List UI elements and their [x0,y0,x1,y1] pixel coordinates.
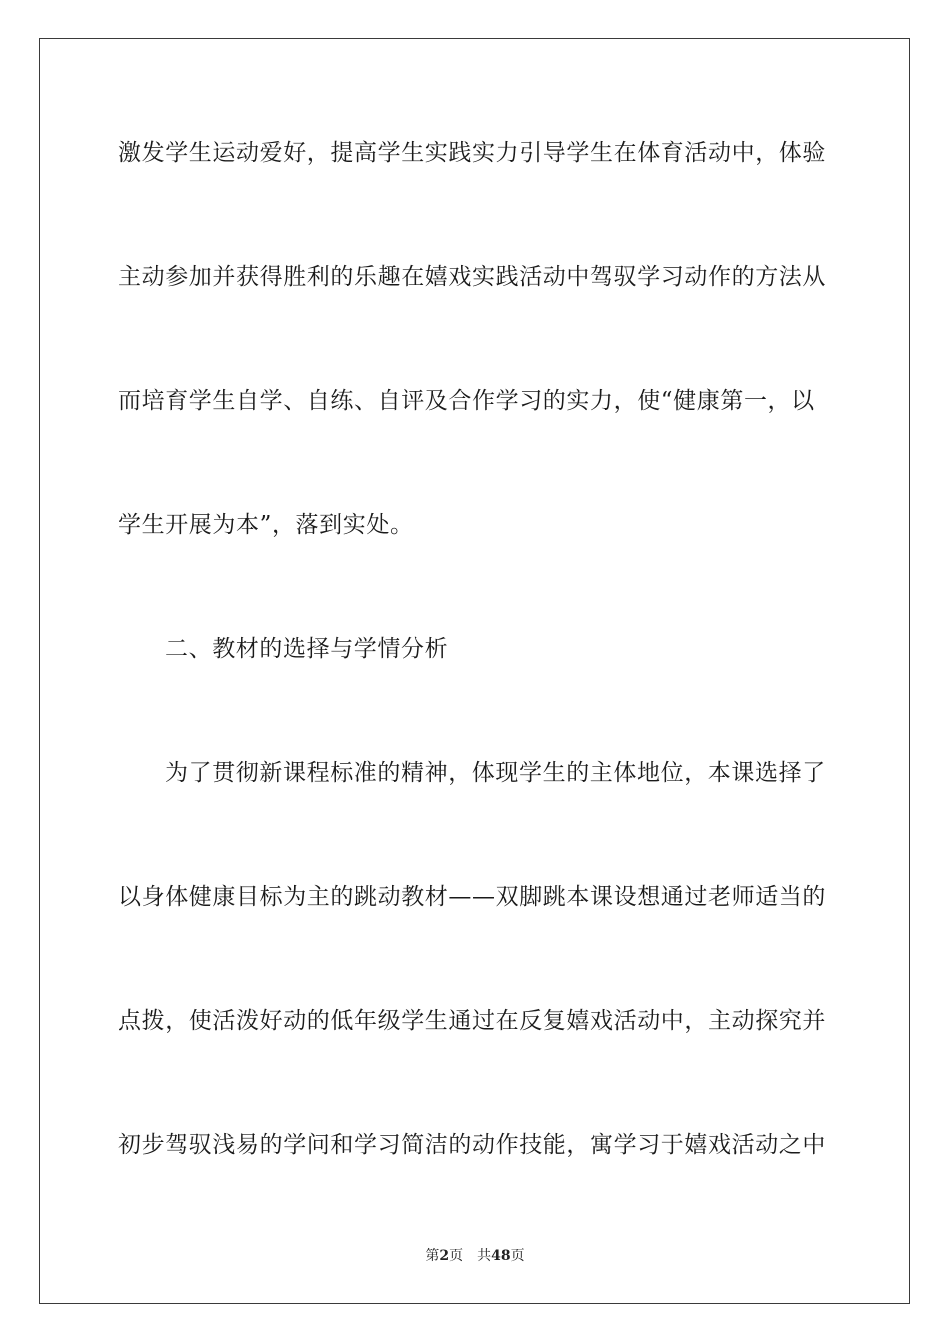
paragraph-line: 初步驾驭浅易的学问和学习简洁的动作技能，寓学习于嬉戏活动之中 [118,1132,826,1158]
paragraph-line: 点拨，使活泼好动的低年级学生通过在反复嬉戏活动中，主动探究并 [118,1008,826,1034]
page-label-prefix: 第 [425,1248,440,1264]
total-label-suffix: 页 [510,1248,525,1264]
total-pages: 48 [491,1248,511,1264]
paragraph-line: 激发学生运动爱好，提高学生实践实力引导学生在体育活动中，体验 [118,140,826,166]
paragraph-line: 以身体健康目标为主的跳动教材——双脚跳本课设想通过老师适当的 [118,884,826,910]
paragraph-line: 为了贯彻新课程标准的精神，体现学生的主体地位，本课选择了 [165,760,826,786]
paragraph-line: 而培育学生自学、自练、自评及合作学习的实力，使“健康第一，以 [118,388,815,414]
paragraph-line: 主动参加并获得胜利的乐趣在嬉戏实践活动中驾驭学习动作的方法从 [118,264,826,290]
page-number: 2 [439,1248,450,1264]
page-footer [0,1247,950,1265]
total-label-prefix: 共 [477,1248,492,1264]
paragraph-line: 学生开展为本”，落到实处。 [118,512,414,538]
page-border [39,38,910,1304]
page-label-suffix: 页 [449,1248,464,1264]
section-heading: 二、教材的选择与学情分析 [165,636,449,662]
